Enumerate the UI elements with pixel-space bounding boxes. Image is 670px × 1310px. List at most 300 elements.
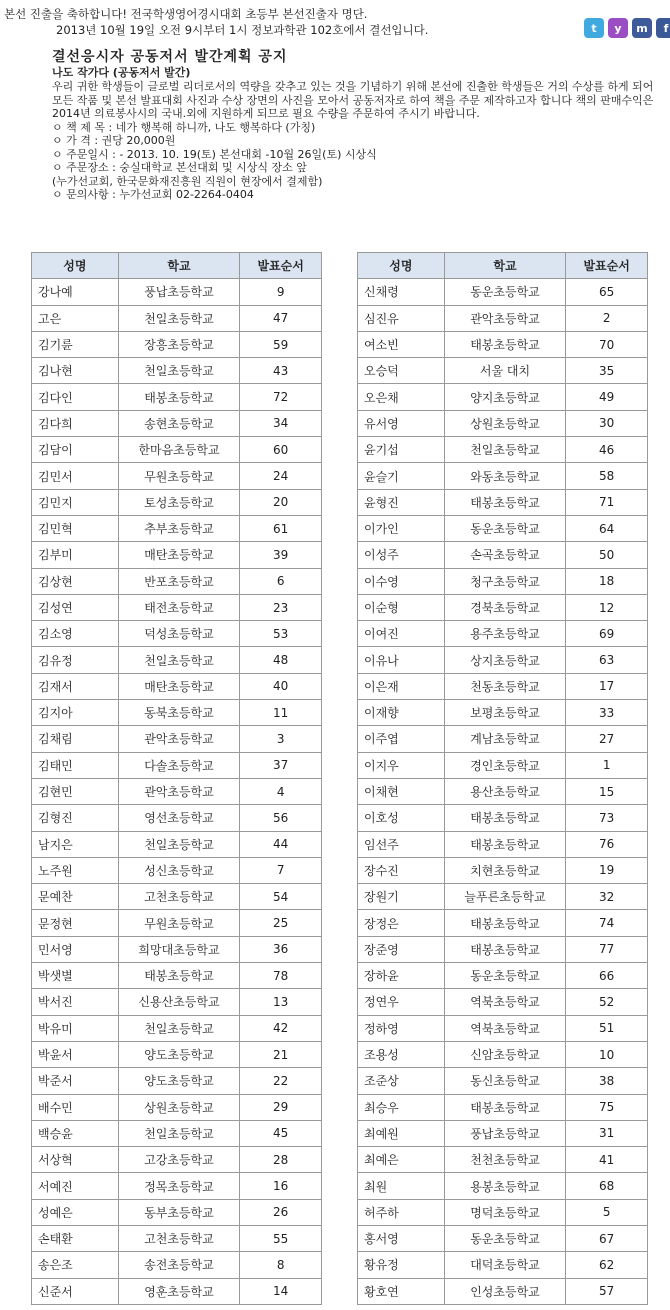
cell-order: 46: [566, 437, 648, 463]
cell-name: 김상현: [32, 568, 119, 594]
table-row: [32, 305, 322, 331]
cell-order: 28: [240, 1147, 322, 1173]
table-row: [358, 1094, 648, 1120]
cell-order: 37: [240, 752, 322, 778]
cell-order: 24: [240, 463, 322, 489]
cell-order: 19: [566, 857, 648, 883]
table-row: [358, 463, 648, 489]
cell-school: 신용산초등학교: [118, 989, 240, 1015]
cell-school: 역북초등학교: [444, 989, 566, 1015]
cell-school: 서울 대치: [444, 358, 566, 384]
cell-name: 김나현: [32, 358, 119, 384]
cell-school: 경북초등학교: [444, 594, 566, 620]
table-row: [32, 410, 322, 436]
table-row: [358, 963, 648, 989]
table-row: [32, 1120, 322, 1146]
notice-item: (누가선교회, 한국문화재진흥원 직원이 현장에서 결제함): [52, 174, 323, 188]
cell-name: 배수민: [32, 1094, 119, 1120]
cell-name: 홍서영: [358, 1225, 445, 1251]
cell-school: 천일초등학교: [444, 437, 566, 463]
cell-school: 다솔초등학교: [118, 752, 240, 778]
cell-name: 백승윤: [32, 1120, 119, 1146]
cell-school: 반포초등학교: [118, 568, 240, 594]
cell-order: 67: [566, 1225, 648, 1251]
cell-order: 26: [240, 1199, 322, 1225]
cell-name: 이유나: [358, 647, 445, 673]
table-row: [32, 1199, 322, 1225]
cell-school: 태봉초등학교: [444, 1094, 566, 1120]
cell-school: 양도초등학교: [118, 1041, 240, 1067]
cell-name: 최원: [358, 1173, 445, 1199]
cell-name: 장하윤: [358, 963, 445, 989]
cell-name: 정연우: [358, 989, 445, 1015]
cell-name: 유서영: [358, 410, 445, 436]
cell-school: 역북초등학교: [444, 1015, 566, 1041]
cell-school: 매탄초등학교: [118, 673, 240, 699]
cell-school: 천천초등학교: [444, 1147, 566, 1173]
notice-item: ㅇ 책 제 목 : 네가 행복해 하니까, 나도 행복하다 (가칭): [52, 120, 316, 134]
cell-order: 3: [240, 726, 322, 752]
table-row: [32, 1173, 322, 1199]
cell-name: 이채현: [358, 778, 445, 804]
cell-order: 74: [566, 910, 648, 936]
cell-order: 25: [240, 910, 322, 936]
cell-name: 황호연: [358, 1278, 445, 1304]
cell-name: 김다희: [32, 410, 119, 436]
cell-order: 66: [566, 963, 648, 989]
cell-order: 18: [566, 568, 648, 594]
table-row: [32, 857, 322, 883]
table-row: [358, 857, 648, 883]
cell-name: 황유정: [358, 1252, 445, 1278]
cell-school: 용봉초등학교: [444, 1173, 566, 1199]
cell-school: 늘푸른초등학교: [444, 884, 566, 910]
cell-name: 김다인: [32, 384, 119, 410]
cell-name: 최예원: [358, 1120, 445, 1146]
cell-order: 43: [240, 358, 322, 384]
cell-name: 고은: [32, 305, 119, 331]
table-row: [358, 1015, 648, 1041]
cell-name: 김현민: [32, 778, 119, 804]
cell-order: 27: [566, 726, 648, 752]
table-row: [358, 700, 648, 726]
table-row: [358, 384, 648, 410]
cell-name: 신준서: [32, 1278, 119, 1304]
table-row: [358, 1278, 648, 1304]
cell-school: 청구초등학교: [444, 568, 566, 594]
cell-order: 40: [240, 673, 322, 699]
roster-table-right: [357, 252, 648, 1305]
table-row: [358, 358, 648, 384]
cell-order: 71: [566, 489, 648, 515]
cell-name: 이호성: [358, 805, 445, 831]
cell-order: 54: [240, 884, 322, 910]
table-row: [32, 437, 322, 463]
cell-school: 정목초등학교: [118, 1173, 240, 1199]
cell-name: 장수진: [358, 857, 445, 883]
cell-school: 무원초등학교: [118, 463, 240, 489]
cell-school: 한마음초등학교: [118, 437, 240, 463]
cell-order: 57: [566, 1278, 648, 1304]
cell-school: 용주초등학교: [444, 621, 566, 647]
table-row: [32, 279, 322, 305]
table-row: [358, 1199, 648, 1225]
cell-school: 태봉초등학교: [118, 963, 240, 989]
cell-name: 이주엽: [358, 726, 445, 752]
cell-school: 풍납초등학교: [118, 279, 240, 305]
cell-school: 태봉초등학교: [444, 910, 566, 936]
table-row: [358, 1225, 648, 1251]
cell-order: 78: [240, 963, 322, 989]
table-row: [358, 621, 648, 647]
cell-school: 고천초등학교: [118, 884, 240, 910]
cell-school: 동부초등학교: [118, 1199, 240, 1225]
cell-order: 6: [240, 568, 322, 594]
cell-school: 희망대초등학교: [118, 936, 240, 962]
cell-school: 태봉초등학교: [444, 936, 566, 962]
cell-name: 강나예: [32, 279, 119, 305]
cell-school: 명덕초등학교: [444, 1199, 566, 1225]
cell-name: 이재향: [358, 700, 445, 726]
cell-school: 천일초등학교: [118, 1015, 240, 1041]
cell-name: 김소영: [32, 621, 119, 647]
cell-school: 천일초등학교: [118, 358, 240, 384]
table-row: [32, 594, 322, 620]
header-order: 발표순서: [566, 253, 648, 279]
table-row: [358, 647, 648, 673]
cell-school: 장흥초등학교: [118, 331, 240, 357]
table-row: [358, 568, 648, 594]
cell-order: 61: [240, 515, 322, 541]
cell-school: 상지초등학교: [444, 647, 566, 673]
table-row: [32, 1041, 322, 1067]
table-row: [358, 437, 648, 463]
table-row: [32, 1015, 322, 1041]
table-row: [32, 568, 322, 594]
cell-name: 장원기: [358, 884, 445, 910]
cell-school: 상원초등학교: [444, 410, 566, 436]
cell-name: 성예은: [32, 1199, 119, 1225]
table-row: [358, 1120, 648, 1146]
cell-order: 11: [240, 700, 322, 726]
cell-order: 72: [240, 384, 322, 410]
cell-order: 70: [566, 331, 648, 357]
table-row: [32, 963, 322, 989]
cell-order: 77: [566, 936, 648, 962]
cell-school: 관악초등학교: [118, 726, 240, 752]
table-row: [358, 778, 648, 804]
cell-order: 1: [566, 752, 648, 778]
table-row: [32, 673, 322, 699]
cell-name: 최승우: [358, 1094, 445, 1120]
cell-name: 문정현: [32, 910, 119, 936]
twitter-icon[interactable]: t: [584, 18, 604, 38]
cell-name: 김지아: [32, 700, 119, 726]
cell-name: 손태환: [32, 1225, 119, 1251]
table-row: [358, 1173, 648, 1199]
cell-order: 22: [240, 1068, 322, 1094]
cell-name: 오은채: [358, 384, 445, 410]
table-row: [358, 884, 648, 910]
cell-name: 임선주: [358, 831, 445, 857]
cell-order: 49: [566, 384, 648, 410]
cell-order: 23: [240, 594, 322, 620]
cell-order: 65: [566, 279, 648, 305]
table-row: [32, 884, 322, 910]
cell-school: 치현초등학교: [444, 857, 566, 883]
table-row: [32, 752, 322, 778]
cell-name: 민서영: [32, 936, 119, 962]
cell-order: 32: [566, 884, 648, 910]
table-row: [32, 463, 322, 489]
table-row: [32, 778, 322, 804]
cell-name: 남지은: [32, 831, 119, 857]
cell-school: 상원초등학교: [118, 1094, 240, 1120]
cell-order: 30: [566, 410, 648, 436]
cell-school: 천일초등학교: [118, 305, 240, 331]
announcement-line-1: 본선 진출을 축하합니다! 전국학생영어경시대회 초등부 본선진출자 명단.: [4, 7, 368, 21]
cell-name: 박준서: [32, 1068, 119, 1094]
cell-name: 김민서: [32, 463, 119, 489]
table-row: [32, 936, 322, 962]
cell-school: 태봉초등학교: [118, 384, 240, 410]
cell-order: 44: [240, 831, 322, 857]
cell-school: 동운초등학교: [444, 963, 566, 989]
cell-name: 정하영: [358, 1015, 445, 1041]
cell-order: 34: [240, 410, 322, 436]
cell-school: 추부초등학교: [118, 515, 240, 541]
cell-name: 김민지: [32, 489, 119, 515]
cell-school: 경인초등학교: [444, 752, 566, 778]
table-row: [32, 542, 322, 568]
table-row: [358, 673, 648, 699]
table-row: [32, 358, 322, 384]
cell-school: 용산초등학교: [444, 778, 566, 804]
cell-name: 김민혁: [32, 515, 119, 541]
cell-name: 이지우: [358, 752, 445, 778]
cell-school: 동운초등학교: [444, 515, 566, 541]
cell-order: 29: [240, 1094, 322, 1120]
table-row: [358, 1147, 648, 1173]
cell-school: 태봉초등학교: [444, 489, 566, 515]
header-name: 성명: [358, 253, 445, 279]
cell-school: 동신초등학교: [444, 1068, 566, 1094]
table-row: [32, 726, 322, 752]
cell-name: 송은조: [32, 1252, 119, 1278]
cell-order: 20: [240, 489, 322, 515]
cell-school: 태봉초등학교: [444, 805, 566, 831]
notice-subtitle: 나도 작가다 (공동저서 발간): [52, 66, 191, 79]
cell-order: 64: [566, 515, 648, 541]
cell-order: 41: [566, 1147, 648, 1173]
header-order: 발표순서: [240, 253, 322, 279]
table-row: [32, 515, 322, 541]
cell-order: 56: [240, 805, 322, 831]
cell-school: 영훈초등학교: [118, 1278, 240, 1304]
cell-school: 태전초등학교: [118, 594, 240, 620]
cell-order: 42: [240, 1015, 322, 1041]
cell-school: 토성초등학교: [118, 489, 240, 515]
cell-order: 73: [566, 805, 648, 831]
cell-school: 송현초등학교: [118, 410, 240, 436]
notice-item: ㅇ 문의사항 : 누가선교회 02-2264-0404: [52, 188, 254, 201]
cell-order: 52: [566, 989, 648, 1015]
cell-school: 성신초등학교: [118, 857, 240, 883]
table-row: [32, 1068, 322, 1094]
share-buttons: [584, 18, 670, 38]
table-row: [32, 910, 322, 936]
cell-order: 10: [566, 1041, 648, 1067]
me2day-icon[interactable]: m: [632, 18, 652, 38]
cell-order: 12: [566, 594, 648, 620]
cell-order: 51: [566, 1015, 648, 1041]
cell-order: 16: [240, 1173, 322, 1199]
cell-school: 덕성초등학교: [118, 621, 240, 647]
table-row: [32, 621, 322, 647]
cell-name: 이여진: [358, 621, 445, 647]
table-row: [32, 647, 322, 673]
cell-school: 신암초등학교: [444, 1041, 566, 1067]
cell-school: 동북초등학교: [118, 700, 240, 726]
table-row: [358, 1068, 648, 1094]
cell-order: 13: [240, 989, 322, 1015]
table-row: [32, 1225, 322, 1251]
cell-name: 이순형: [358, 594, 445, 620]
cell-order: 35: [566, 358, 648, 384]
table-row: [32, 1278, 322, 1304]
table-row: [32, 384, 322, 410]
cell-name: 김기륜: [32, 331, 119, 357]
table-row: [358, 331, 648, 357]
table-row: [32, 1147, 322, 1173]
cell-name: 윤형진: [358, 489, 445, 515]
table-row: [358, 542, 648, 568]
table-row: [32, 331, 322, 357]
cell-school: 손곡초등학교: [444, 542, 566, 568]
cell-school: 관악초등학교: [118, 778, 240, 804]
cell-name: 조준상: [358, 1068, 445, 1094]
cell-school: 매탄초등학교: [118, 542, 240, 568]
cell-name: 박샛별: [32, 963, 119, 989]
cell-school: 양도초등학교: [118, 1068, 240, 1094]
facebook-icon[interactable]: f: [656, 18, 670, 38]
cell-school: 계남초등학교: [444, 726, 566, 752]
table-row: [358, 831, 648, 857]
cell-name: 오승덕: [358, 358, 445, 384]
cell-name: 장준영: [358, 936, 445, 962]
cell-order: 17: [566, 673, 648, 699]
table-row: [358, 752, 648, 778]
cell-order: 15: [566, 778, 648, 804]
cell-order: 75: [566, 1094, 648, 1120]
cell-school: 천일초등학교: [118, 1120, 240, 1146]
roster-table-left: [31, 252, 322, 1305]
cell-school: 무원초등학교: [118, 910, 240, 936]
cell-order: 45: [240, 1120, 322, 1146]
notice-section: [52, 48, 662, 202]
cell-name: 박유미: [32, 1015, 119, 1041]
cell-school: 천동초등학교: [444, 673, 566, 699]
cell-school: 와동초등학교: [444, 463, 566, 489]
cell-order: 47: [240, 305, 322, 331]
cell-order: 59: [240, 331, 322, 357]
cell-name: 이성주: [358, 542, 445, 568]
cell-name: 김담이: [32, 437, 119, 463]
table-row: [32, 831, 322, 857]
cell-order: 33: [566, 700, 648, 726]
cell-order: 53: [240, 621, 322, 647]
cell-name: 윤슬기: [358, 463, 445, 489]
header-name: 성명: [32, 253, 119, 279]
cell-name: 박윤서: [32, 1041, 119, 1067]
cell-school: 관악초등학교: [444, 305, 566, 331]
table-row: [32, 989, 322, 1015]
notice-item: ㅇ 가 격 : 권당 20,000원: [52, 134, 176, 147]
notice-body: 우리 귀한 학생들이 글로벌 리더로서의 역량을 갖추고 있는 것을 기념하기 위해 본선에 진출한 학생들은 거의 수상를 하게 되어 모든 작품 및 본선 발표대회 사진과 수상 장면의 사진을 모아서 공동저자로 하여 책을 주문 제작하고자 합니다 책의 판매수익은 2014년 의료봉사시의 국내.외에 지원하게 되므로 필요 수량을 주문하여 주시기 바랍니다.: [52, 80, 654, 120]
cell-name: 허주하: [358, 1199, 445, 1225]
cell-school: 고강초등학교: [118, 1147, 240, 1173]
cell-school: 태봉초등학교: [444, 331, 566, 357]
cell-order: 31: [566, 1120, 648, 1146]
table-row: [358, 1041, 648, 1067]
yozm-icon[interactable]: y: [608, 18, 628, 38]
cell-order: 69: [566, 621, 648, 647]
cell-school: 태봉초등학교: [444, 831, 566, 857]
table-row: [32, 700, 322, 726]
cell-order: 8: [240, 1252, 322, 1278]
cell-name: 장정은: [358, 910, 445, 936]
cell-order: 5: [566, 1199, 648, 1225]
cell-order: 9: [240, 279, 322, 305]
cell-school: 양지초등학교: [444, 384, 566, 410]
cell-school: 영선초등학교: [118, 805, 240, 831]
table-row: [358, 1252, 648, 1278]
table-row: [358, 594, 648, 620]
table-row: [358, 410, 648, 436]
cell-order: 21: [240, 1041, 322, 1067]
cell-school: 송전초등학교: [118, 1252, 240, 1278]
cell-name: 심진유: [358, 305, 445, 331]
cell-name: 신채령: [358, 279, 445, 305]
cell-name: 여소빈: [358, 331, 445, 357]
cell-school: 인성초등학교: [444, 1278, 566, 1304]
table-row: [358, 805, 648, 831]
cell-order: 2: [566, 305, 648, 331]
cell-school: 보평초등학교: [444, 700, 566, 726]
cell-order: 14: [240, 1278, 322, 1304]
cell-name: 문예찬: [32, 884, 119, 910]
cell-school: 대덕초등학교: [444, 1252, 566, 1278]
cell-order: 55: [240, 1225, 322, 1251]
cell-name: 박서진: [32, 989, 119, 1015]
cell-name: 김유정: [32, 647, 119, 673]
cell-order: 48: [240, 647, 322, 673]
table-row: [32, 489, 322, 515]
header-school: 학교: [444, 253, 566, 279]
header-school: 학교: [118, 253, 240, 279]
table-header-row: [32, 253, 322, 279]
cell-name: 서상혁: [32, 1147, 119, 1173]
cell-order: 39: [240, 542, 322, 568]
cell-order: 38: [566, 1068, 648, 1094]
cell-order: 76: [566, 831, 648, 857]
cell-name: 이수영: [358, 568, 445, 594]
cell-name: 윤기섭: [358, 437, 445, 463]
cell-name: 노주원: [32, 857, 119, 883]
cell-name: 서예진: [32, 1173, 119, 1199]
table-row: [358, 279, 648, 305]
cell-order: 68: [566, 1173, 648, 1199]
